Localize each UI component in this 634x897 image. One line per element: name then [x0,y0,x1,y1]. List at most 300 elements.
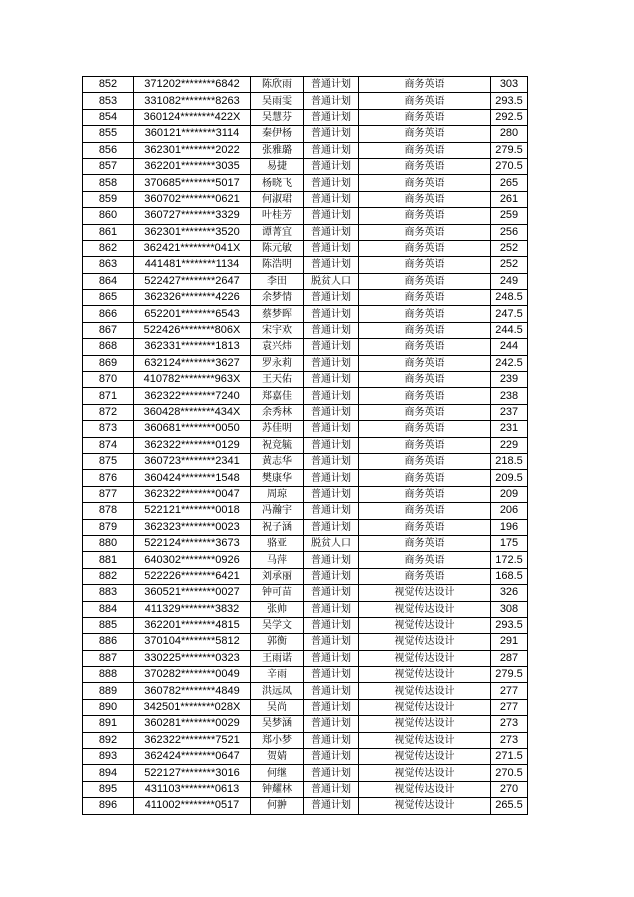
row-number-cell: 860 [83,208,134,224]
row-number-cell: 888 [83,667,134,683]
id-number-cell: 652201********6543 [134,306,251,322]
plan-type-cell: 普通计划 [304,453,359,469]
row-number-cell: 882 [83,568,134,584]
score-cell: 244.5 [491,322,528,338]
score-cell: 280 [491,126,528,142]
name-cell: 罗永莉 [251,355,304,371]
name-cell: 钟耀林 [251,781,304,797]
name-cell: 杨晓飞 [251,175,304,191]
score-cell: 168.5 [491,568,528,584]
plan-type-cell: 普通计划 [304,470,359,486]
table-row [83,765,528,781]
name-cell: 郑小梦 [251,732,304,748]
id-number-cell: 362322********0047 [134,486,251,502]
row-number-cell: 886 [83,634,134,650]
name-cell: 骆亚 [251,535,304,551]
plan-type-cell: 普通计划 [304,634,359,650]
major-cell: 商务英语 [359,273,491,289]
major-cell: 商务英语 [359,208,491,224]
id-number-cell: 362326********4226 [134,290,251,306]
row-number-cell: 883 [83,585,134,601]
major-cell: 商务英语 [359,388,491,404]
row-number-cell: 864 [83,273,134,289]
table-row [83,224,528,240]
table-row [83,208,528,224]
table-row [83,667,528,683]
table-row [83,421,528,437]
name-cell: 郑嘉佳 [251,388,304,404]
major-cell: 商务英语 [359,421,491,437]
row-number-cell: 887 [83,650,134,666]
plan-type-cell: 普通计划 [304,699,359,715]
table-row [83,732,528,748]
id-number-cell: 362322********7240 [134,388,251,404]
score-cell: 277 [491,683,528,699]
row-number-cell: 890 [83,699,134,715]
major-cell: 商务英语 [359,93,491,109]
score-cell: 303 [491,77,528,93]
major-cell: 商务英语 [359,339,491,355]
plan-type-cell: 普通计划 [304,126,359,142]
table-row [83,716,528,732]
major-cell: 商务英语 [359,109,491,125]
major-cell: 商务英语 [359,453,491,469]
score-cell: 252 [491,257,528,273]
id-number-cell: 360424********1548 [134,470,251,486]
plan-type-cell: 普通计划 [304,175,359,191]
major-cell: 商务英语 [359,290,491,306]
name-cell: 祝竞毓 [251,437,304,453]
plan-type-cell: 普通计划 [304,617,359,633]
score-cell: 271.5 [491,749,528,765]
row-number-cell: 889 [83,683,134,699]
id-number-cell: 362201********3035 [134,158,251,174]
major-cell: 视觉传达设计 [359,617,491,633]
score-cell: 175 [491,535,528,551]
plan-type-cell: 普通计划 [304,749,359,765]
score-cell: 265.5 [491,798,528,814]
name-cell: 袁兴炜 [251,339,304,355]
row-number-cell: 892 [83,732,134,748]
id-number-cell: 360521********0027 [134,585,251,601]
row-number-cell: 855 [83,126,134,142]
id-number-cell: 411329********3832 [134,601,251,617]
id-number-cell: 362322********0129 [134,437,251,453]
row-number-cell: 872 [83,404,134,420]
major-cell: 商务英语 [359,257,491,273]
id-number-cell: 371202********6842 [134,77,251,93]
row-number-cell: 854 [83,109,134,125]
table-row [83,617,528,633]
plan-type-cell: 普通计划 [304,765,359,781]
major-cell: 视觉传达设计 [359,749,491,765]
table-row [83,453,528,469]
major-cell: 商务英语 [359,355,491,371]
name-cell: 郭衡 [251,634,304,650]
table-row [83,191,528,207]
score-cell: 291 [491,634,528,650]
id-number-cell: 360121********3114 [134,126,251,142]
id-number-cell: 331082********8263 [134,93,251,109]
name-cell: 余秀林 [251,404,304,420]
score-cell: 218.5 [491,453,528,469]
plan-type-cell: 普通计划 [304,683,359,699]
row-number-cell: 871 [83,388,134,404]
id-number-cell: 360124********422X [134,109,251,125]
score-cell: 259 [491,208,528,224]
plan-type-cell: 普通计划 [304,339,359,355]
name-cell: 王雨诺 [251,650,304,666]
plan-type-cell: 普通计划 [304,421,359,437]
table-row [83,273,528,289]
row-number-cell: 876 [83,470,134,486]
score-cell: 293.5 [491,93,528,109]
table-row [83,798,528,814]
name-cell: 吴学文 [251,617,304,633]
name-cell: 何继 [251,765,304,781]
plan-type-cell: 普通计划 [304,716,359,732]
major-cell: 商务英语 [359,486,491,502]
score-cell: 279.5 [491,142,528,158]
plan-type-cell: 普通计划 [304,224,359,240]
major-cell: 商务英语 [359,224,491,240]
plan-type-cell: 普通计划 [304,77,359,93]
table-row [83,126,528,142]
score-cell: 273 [491,716,528,732]
id-number-cell: 431103********0613 [134,781,251,797]
id-number-cell: 522124********3673 [134,535,251,551]
id-number-cell: 370104********5812 [134,634,251,650]
id-number-cell: 330225********0323 [134,650,251,666]
plan-type-cell: 普通计划 [304,208,359,224]
plan-type-cell: 普通计划 [304,158,359,174]
plan-type-cell: 普通计划 [304,503,359,519]
name-cell: 余梦情 [251,290,304,306]
row-number-cell: 894 [83,765,134,781]
major-cell: 商务英语 [359,437,491,453]
row-number-cell: 884 [83,601,134,617]
score-cell: 209.5 [491,470,528,486]
table-row [83,388,528,404]
plan-type-cell: 普通计划 [304,781,359,797]
name-cell: 黄志华 [251,453,304,469]
row-number-cell: 861 [83,224,134,240]
major-cell: 视觉传达设计 [359,634,491,650]
major-cell: 视觉传达设计 [359,781,491,797]
table-row [83,240,528,256]
id-number-cell: 441481********1134 [134,257,251,273]
plan-type-cell: 普通计划 [304,650,359,666]
table-row [83,470,528,486]
score-cell: 247.5 [491,306,528,322]
table-row [83,699,528,715]
row-number-cell: 865 [83,290,134,306]
score-cell: 292.5 [491,109,528,125]
row-number-cell: 893 [83,749,134,765]
id-number-cell: 360281********0029 [134,716,251,732]
id-number-cell: 360428********434X [134,404,251,420]
id-number-cell: 360681********0050 [134,421,251,437]
id-number-cell: 411002********0517 [134,798,251,814]
plan-type-cell: 普通计划 [304,257,359,273]
row-number-cell: 852 [83,77,134,93]
major-cell: 商务英语 [359,240,491,256]
major-cell: 商务英语 [359,158,491,174]
table-row [83,77,528,93]
major-cell: 商务英语 [359,470,491,486]
score-cell: 239 [491,372,528,388]
plan-type-cell: 普通计划 [304,93,359,109]
score-cell: 238 [491,388,528,404]
major-cell: 商务英语 [359,535,491,551]
table-row [83,568,528,584]
score-cell: 308 [491,601,528,617]
id-number-cell: 360782********4849 [134,683,251,699]
row-number-cell: 867 [83,322,134,338]
major-cell: 视觉传达设计 [359,585,491,601]
name-cell: 叶桂芳 [251,208,304,224]
plan-type-cell: 普通计划 [304,732,359,748]
id-number-cell: 362323********0023 [134,519,251,535]
plan-type-cell: 普通计划 [304,142,359,158]
row-number-cell: 870 [83,372,134,388]
table-row [83,437,528,453]
major-cell: 商务英语 [359,552,491,568]
major-cell: 视觉传达设计 [359,798,491,814]
row-number-cell: 880 [83,535,134,551]
id-number-cell: 370685********5017 [134,175,251,191]
plan-type-cell: 普通计划 [304,486,359,502]
plan-type-cell: 普通计划 [304,240,359,256]
name-cell: 刘承丽 [251,568,304,584]
major-cell: 视觉传达设计 [359,765,491,781]
table-row [83,175,528,191]
score-cell: 252 [491,240,528,256]
name-cell: 周琼 [251,486,304,502]
row-number-cell: 874 [83,437,134,453]
score-cell: 209 [491,486,528,502]
major-cell: 视觉传达设计 [359,667,491,683]
plan-type-cell: 普通计划 [304,601,359,617]
id-number-cell: 370282********0049 [134,667,251,683]
name-cell: 王天佑 [251,372,304,388]
name-cell: 秦伊杨 [251,126,304,142]
table-row [83,372,528,388]
id-number-cell: 522427********2647 [134,273,251,289]
id-number-cell: 362331********1813 [134,339,251,355]
major-cell: 商务英语 [359,322,491,338]
major-cell: 视觉传达设计 [359,716,491,732]
row-number-cell: 856 [83,142,134,158]
score-cell: 172.5 [491,552,528,568]
score-cell: 270.5 [491,158,528,174]
id-number-cell: 522426********806X [134,322,251,338]
score-cell: 248.5 [491,290,528,306]
plan-type-cell: 普通计划 [304,372,359,388]
name-cell: 陈欣雨 [251,77,304,93]
id-number-cell: 360727********3329 [134,208,251,224]
name-cell: 苏佳明 [251,421,304,437]
table-row [83,142,528,158]
score-cell: 206 [491,503,528,519]
table-row [83,322,528,338]
id-number-cell: 362301********2022 [134,142,251,158]
name-cell: 何翀 [251,798,304,814]
row-number-cell: 853 [83,93,134,109]
table-row [83,585,528,601]
name-cell: 贺婧 [251,749,304,765]
table-row [83,634,528,650]
id-number-cell: 362301********3520 [134,224,251,240]
name-cell: 吴雨雯 [251,93,304,109]
name-cell: 吴尚 [251,699,304,715]
major-cell: 视觉传达设计 [359,650,491,666]
table-row [83,552,528,568]
row-number-cell: 859 [83,191,134,207]
row-number-cell: 896 [83,798,134,814]
table-row [83,486,528,502]
score-cell: 326 [491,585,528,601]
name-cell: 冯瀚宇 [251,503,304,519]
name-cell: 张帅 [251,601,304,617]
name-cell: 宋宇欢 [251,322,304,338]
table-row [83,503,528,519]
score-cell: 270 [491,781,528,797]
name-cell: 吴梦涵 [251,716,304,732]
major-cell: 视觉传达设计 [359,683,491,699]
row-number-cell: 873 [83,421,134,437]
row-number-cell: 879 [83,519,134,535]
plan-type-cell: 普通计划 [304,568,359,584]
score-cell: 293.5 [491,617,528,633]
major-cell: 商务英语 [359,503,491,519]
score-cell: 242.5 [491,355,528,371]
row-number-cell: 857 [83,158,134,174]
plan-type-cell: 普通计划 [304,355,359,371]
score-cell: 277 [491,699,528,715]
name-cell: 辛雨 [251,667,304,683]
name-cell: 陈浩明 [251,257,304,273]
id-number-cell: 410782********963X [134,372,251,388]
plan-type-cell: 普通计划 [304,322,359,338]
row-number-cell: 885 [83,617,134,633]
name-cell: 洪远凤 [251,683,304,699]
major-cell: 视觉传达设计 [359,732,491,748]
row-number-cell: 877 [83,486,134,502]
major-cell: 视觉传达设计 [359,699,491,715]
row-number-cell: 891 [83,716,134,732]
score-cell: 256 [491,224,528,240]
id-number-cell: 522226********6421 [134,568,251,584]
id-number-cell: 362421********041X [134,240,251,256]
table-row [83,519,528,535]
id-number-cell: 362322********7521 [134,732,251,748]
admission-list-table [82,76,528,815]
table-row [83,650,528,666]
name-cell: 陈元敏 [251,240,304,256]
row-number-cell: 878 [83,503,134,519]
plan-type-cell: 脱贫人口 [304,273,359,289]
plan-type-cell: 普通计划 [304,306,359,322]
plan-type-cell: 普通计划 [304,667,359,683]
score-cell: 261 [491,191,528,207]
table-row [83,683,528,699]
table-row [83,781,528,797]
row-number-cell: 895 [83,781,134,797]
plan-type-cell: 普通计划 [304,191,359,207]
plan-type-cell: 普通计划 [304,404,359,420]
major-cell: 商务英语 [359,191,491,207]
id-number-cell: 360702********0621 [134,191,251,207]
name-cell: 钟可苗 [251,585,304,601]
table-body [83,77,528,815]
table-row [83,306,528,322]
row-number-cell: 866 [83,306,134,322]
name-cell: 何淑珺 [251,191,304,207]
id-number-cell: 632124********3627 [134,355,251,371]
plan-type-cell: 普通计划 [304,388,359,404]
score-cell: 287 [491,650,528,666]
plan-type-cell: 普通计划 [304,109,359,125]
score-cell: 270.5 [491,765,528,781]
score-cell: 229 [491,437,528,453]
plan-type-cell: 普通计划 [304,585,359,601]
id-number-cell: 522121********0018 [134,503,251,519]
major-cell: 商务英语 [359,372,491,388]
name-cell: 马萍 [251,552,304,568]
row-number-cell: 875 [83,453,134,469]
table-row [83,93,528,109]
name-cell: 吴慧芬 [251,109,304,125]
plan-type-cell: 脱贫人口 [304,535,359,551]
score-cell: 231 [491,421,528,437]
name-cell: 谭菁宜 [251,224,304,240]
score-cell: 237 [491,404,528,420]
table-row [83,404,528,420]
table-row [83,290,528,306]
id-number-cell: 522127********3016 [134,765,251,781]
row-number-cell: 863 [83,257,134,273]
row-number-cell: 881 [83,552,134,568]
score-cell: 249 [491,273,528,289]
plan-type-cell: 普通计划 [304,552,359,568]
score-cell: 244 [491,339,528,355]
table-row [83,109,528,125]
major-cell: 商务英语 [359,568,491,584]
plan-type-cell: 普通计划 [304,290,359,306]
major-cell: 商务英语 [359,404,491,420]
row-number-cell: 868 [83,339,134,355]
major-cell: 商务英语 [359,142,491,158]
major-cell: 视觉传达设计 [359,601,491,617]
id-number-cell: 342501********028X [134,699,251,715]
table-row [83,535,528,551]
id-number-cell: 360723********2341 [134,453,251,469]
row-number-cell: 869 [83,355,134,371]
score-cell: 265 [491,175,528,191]
major-cell: 商务英语 [359,306,491,322]
major-cell: 商务英语 [359,175,491,191]
score-cell: 273 [491,732,528,748]
table-row [83,158,528,174]
name-cell: 张雅璐 [251,142,304,158]
row-number-cell: 862 [83,240,134,256]
id-number-cell: 362424********0647 [134,749,251,765]
major-cell: 商务英语 [359,519,491,535]
plan-type-cell: 普通计划 [304,519,359,535]
row-number-cell: 858 [83,175,134,191]
major-cell: 商务英语 [359,77,491,93]
